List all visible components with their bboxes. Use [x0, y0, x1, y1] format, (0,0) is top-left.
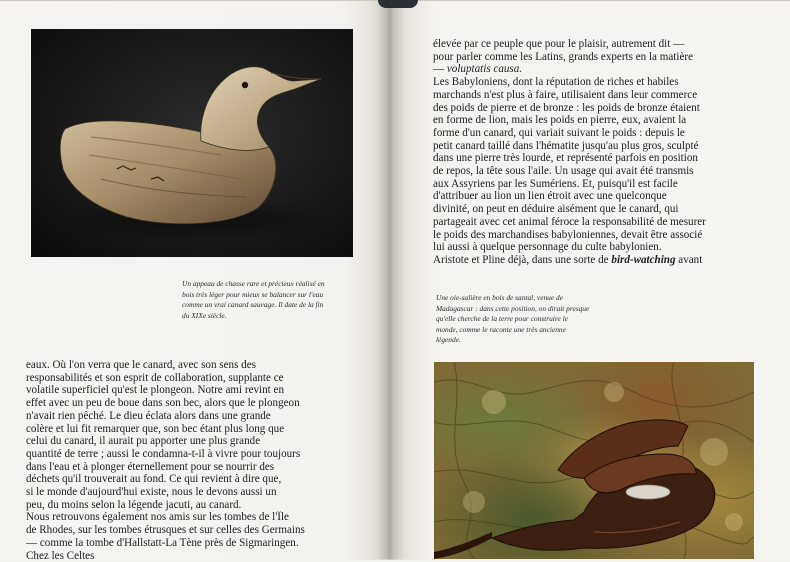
caption-line: Un appeau de chasse rare et précieux réalisé en — [182, 279, 325, 288]
caption-line: Madagascar : dans cette position, on dirait presque — [436, 303, 590, 313]
text-line — [433, 254, 759, 267]
text-line — [433, 63, 759, 76]
text-line: déchets qu'il trouverait au fond. Ce qui revient à dire que, — [26, 473, 282, 486]
text-line: celui du canard, il aurait pu apporter une plus grande — [26, 435, 261, 448]
text-line: dans l'eau et à plonger éternellement pour se nourrir des — [26, 460, 275, 473]
salt-bowl — [626, 485, 670, 499]
text-line: peu, du moins selon la légende jacuti, au canard. — [26, 498, 242, 511]
gutter-tab — [378, 0, 418, 8]
text-line: marchands n'est plus à faire, utilisaient dans leur commerce — [433, 88, 698, 101]
text-line: partageait avec cet animal féroce la responsabilité de mesurer — [433, 215, 706, 228]
goose-salt-cellar-illustration — [434, 362, 754, 559]
text-line: lui aussi à quelque personnage du culte babylonien. — [433, 241, 662, 254]
decoy-duck-illustration — [31, 29, 353, 257]
text-line: forme d'un canard, qui variait suivant le poids : depuis le — [433, 126, 685, 139]
text-line: petit canard taillé dans l'hématite jusqu'au plus gros, sculpté — [433, 139, 699, 152]
text-line: Nous retrouvons également nos amis sur les tombes de l'Île — [26, 511, 289, 524]
caption-line: légende. — [436, 335, 461, 345]
text-line: d'attribuer au lion un lien étroit avec une quelconque — [433, 190, 667, 203]
left-body-text — [26, 359, 362, 562]
text-line: pour parler comme les Latins, grands experts en la matière — [433, 50, 693, 63]
caption-line: bois très léger pour mieux se balancer sur l'eau — [182, 289, 324, 299]
text-line: élevée par ce peuple que pour le plaisir, autrement dit — — [433, 38, 685, 50]
text-line: effet avec un peu de boue dans son bec, alors que le plongeon — [26, 397, 300, 410]
goose-salt-cellar-photo — [434, 362, 754, 559]
text-line: quantité de terre ; aussi le condamna-t-il à vivre pour toujours — [26, 447, 301, 460]
left-photo-caption — [182, 279, 354, 321]
right-photo-caption — [436, 293, 612, 346]
caption-line: qu'elle cherche de la terre pour construire le — [436, 314, 568, 324]
text-line: le poids des marchandises babyloniennes, devait être associé — [433, 228, 703, 241]
duck-eye — [242, 82, 248, 88]
text-line: si le monde d'aujourd'hui existe, nous le devons aussi un — [26, 486, 277, 499]
duck-head-neck — [201, 67, 321, 151]
goose-neck — [434, 532, 492, 559]
text-line: divinité, on peut en déduire aisément que le canard, qui — [433, 203, 679, 216]
text-line: eaux. Où l'on verra que le canard, avec son sens des — [26, 359, 256, 371]
text-line: colère et lui fit remarquer que, son bec étant plus long que — [26, 422, 285, 435]
text-line: de Rhodes, sur les tombes étrusques et sur celles des Germains — [26, 524, 305, 537]
text-line: dans une pierre très lourde, et représenté parfois en position — [433, 152, 698, 165]
text-line: aux Assyriens par les Sumériens. Et, puisqu'il est facile — [433, 177, 678, 190]
text-fragment: Aristote et Pline déjà, dans une sorte de — [433, 253, 612, 266]
book-gutter — [370, 0, 410, 559]
caption-line: monde, comme le raconte une très ancienne — [436, 324, 566, 334]
caption-line: Une oie-salière en bois de santal, venue de — [436, 293, 563, 302]
right-body-text — [433, 38, 759, 267]
caption-line: du XIXe siècle. — [182, 310, 227, 320]
text-line: — comme la tombe d'Hallstatt-La Tène près de Sigmaringen. — [26, 536, 299, 549]
text-line: Chez les Celtes — [26, 549, 95, 562]
text-fragment: avant — [675, 253, 703, 266]
emphasized-term: bird-watching — [611, 253, 676, 266]
text-line: Les Babyloniens, dont la réputation de riches et habiles — [433, 76, 679, 89]
text-line: des poids de pierre et de bronze : les poids de bronze étaient — [433, 101, 700, 114]
text-line: en forme de lion, mais les poids en pierre, eux, avaient la — [433, 114, 687, 127]
caption-line: comme un vrai canard sauvage. Il date de la fin — [182, 300, 324, 310]
decoy-duck-photo — [31, 29, 353, 257]
text-line: responsabilités et son esprit de collaboration, supplante ce — [26, 371, 284, 384]
text-dash: — — [433, 63, 447, 76]
text-line: de repos, la tête sous l'aile. Un usage qui avait été transmis — [433, 165, 694, 178]
text-line: n'avait rien pêché. Le dieu éclata alors dans une grande — [26, 409, 271, 422]
latin-phrase: voluptatis causa. — [446, 63, 523, 76]
text-line: volatile superficiel qu'est le plongeon. Notre ami revint en — [26, 384, 285, 397]
